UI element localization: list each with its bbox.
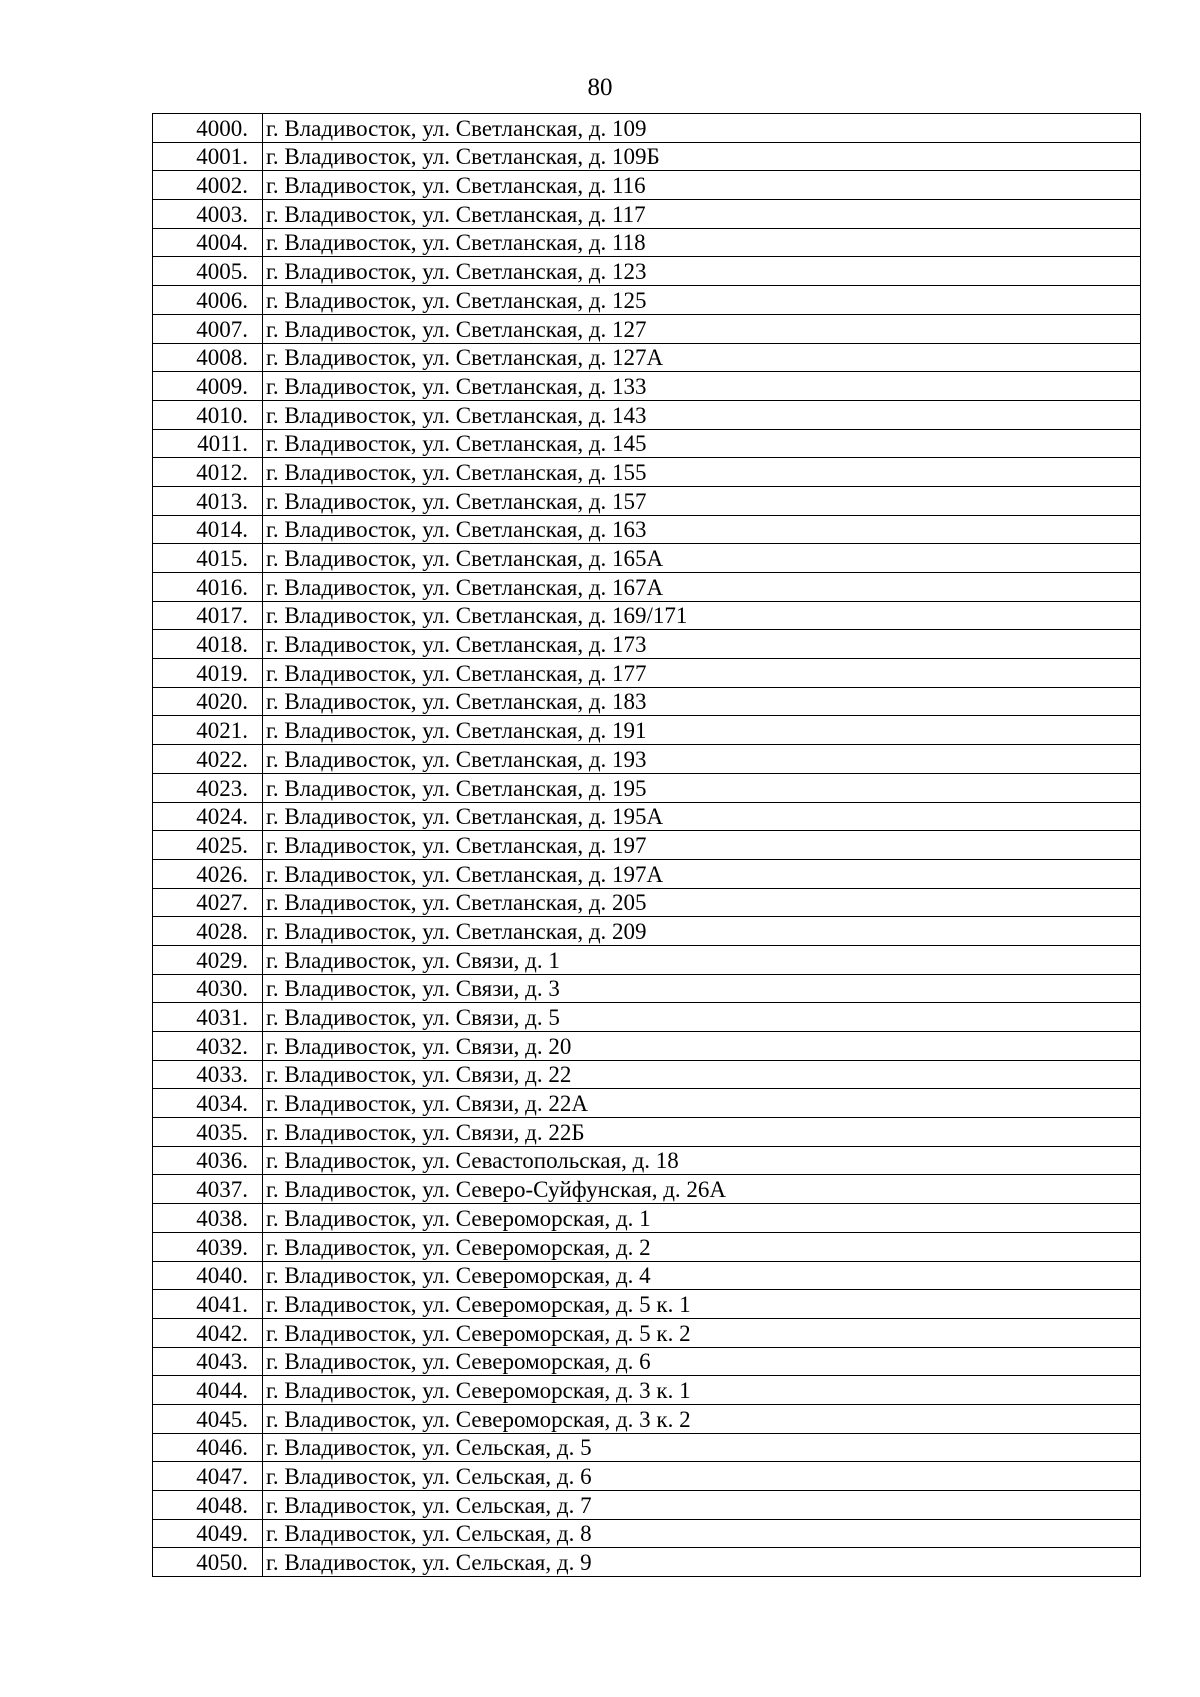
- table-row: [153, 974, 1141, 1003]
- table-row: [153, 1232, 1141, 1261]
- row-number: 4032.: [153, 1032, 263, 1061]
- table-row: [153, 286, 1141, 315]
- address-cell: г. Владивосток, ул. Светланская, д. 177: [263, 659, 1141, 688]
- row-number: 4018.: [153, 630, 263, 659]
- row-number: 4050.: [153, 1548, 263, 1577]
- row-number: 4013.: [153, 486, 263, 515]
- row-number: 4047.: [153, 1462, 263, 1491]
- address-cell: г. Владивосток, ул. Сельская, д. 6: [263, 1462, 1141, 1491]
- address-cell: г. Владивосток, ул. Светланская, д. 209: [263, 917, 1141, 946]
- address-cell: г. Владивосток, ул. Светланская, д. 197А: [263, 859, 1141, 888]
- row-number: 4006.: [153, 286, 263, 315]
- table-row: [153, 400, 1141, 429]
- row-number: 4020.: [153, 687, 263, 716]
- table-row: [153, 1003, 1141, 1032]
- row-number: 4049.: [153, 1519, 263, 1548]
- address-cell: г. Владивосток, ул. Североморская, д. 4: [263, 1261, 1141, 1290]
- address-cell: г. Владивосток, ул. Связи, д. 5: [263, 1003, 1141, 1032]
- address-cell: г. Владивосток, ул. Североморская, д. 5 к. 2: [263, 1318, 1141, 1347]
- row-number: 4021.: [153, 716, 263, 745]
- address-cell: г. Владивосток, ул. Светланская, д. 125: [263, 286, 1141, 315]
- table-row: [153, 515, 1141, 544]
- address-cell: г. Владивосток, ул. Североморская, д. 5 к. 1: [263, 1290, 1141, 1319]
- address-cell: г. Владивосток, ул. Светланская, д. 205: [263, 888, 1141, 917]
- row-number: 4014.: [153, 515, 263, 544]
- table-row: [153, 831, 1141, 860]
- row-number: 4036.: [153, 1146, 263, 1175]
- table-row: [153, 573, 1141, 602]
- row-number: 4034.: [153, 1089, 263, 1118]
- row-number: 4017.: [153, 601, 263, 630]
- table-row: [153, 486, 1141, 515]
- row-number: 4016.: [153, 573, 263, 602]
- address-cell: г. Владивосток, ул. Северо-Суйфунская, д. 26А: [263, 1175, 1141, 1204]
- table-row: [153, 142, 1141, 171]
- table-row: [153, 372, 1141, 401]
- address-cell: г. Владивосток, ул. Севастопольская, д. 18: [263, 1146, 1141, 1175]
- row-number: 4011.: [153, 429, 263, 458]
- address-cell: г. Владивосток, ул. Светланская, д. 109: [263, 114, 1141, 143]
- address-cell: г. Владивосток, ул. Североморская, д. 3 к. 2: [263, 1404, 1141, 1433]
- row-number: 4009.: [153, 372, 263, 401]
- address-cell: г. Владивосток, ул. Светланская, д. 191: [263, 716, 1141, 745]
- address-cell: г. Владивосток, ул. Светланская, д. 123: [263, 257, 1141, 286]
- row-number: 4031.: [153, 1003, 263, 1032]
- table-row: [153, 1089, 1141, 1118]
- row-number: 4015.: [153, 544, 263, 573]
- table-row: [153, 945, 1141, 974]
- row-number: 4007.: [153, 314, 263, 343]
- table-row: [153, 200, 1141, 229]
- address-table: [152, 113, 1141, 1577]
- table-row: [153, 429, 1141, 458]
- table-row: [153, 1175, 1141, 1204]
- table-row: [153, 458, 1141, 487]
- address-cell: г. Владивосток, ул. Сельская, д. 8: [263, 1519, 1141, 1548]
- table-row: [153, 171, 1141, 200]
- row-number: 4027.: [153, 888, 263, 917]
- address-cell: г. Владивосток, ул. Светланская, д. 157: [263, 486, 1141, 515]
- table-row: [153, 114, 1141, 143]
- address-cell: г. Владивосток, ул. Сельская, д. 5: [263, 1433, 1141, 1462]
- table-row: [153, 1491, 1141, 1520]
- row-number: 4030.: [153, 974, 263, 1003]
- address-cell: г. Владивосток, ул. Сельская, д. 7: [263, 1491, 1141, 1520]
- row-number: 4033.: [153, 1060, 263, 1089]
- row-number: 4038.: [153, 1204, 263, 1233]
- address-cell: г. Владивосток, ул. Светланская, д. 133: [263, 372, 1141, 401]
- row-number: 4029.: [153, 945, 263, 974]
- address-cell: г. Владивосток, ул. Светланская, д. 127: [263, 314, 1141, 343]
- address-cell: г. Владивосток, ул. Светланская, д. 197: [263, 831, 1141, 860]
- row-number: 4025.: [153, 831, 263, 860]
- address-cell: г. Владивосток, ул. Светланская, д. 163: [263, 515, 1141, 544]
- row-number: 4039.: [153, 1232, 263, 1261]
- address-cell: г. Владивосток, ул. Связи, д. 20: [263, 1032, 1141, 1061]
- address-cell: г. Владивосток, ул. Сельская, д. 9: [263, 1548, 1141, 1577]
- table-row: [153, 745, 1141, 774]
- row-number: 4037.: [153, 1175, 263, 1204]
- address-cell: г. Владивосток, ул. Светланская, д. 169/171: [263, 601, 1141, 630]
- row-number: 4045.: [153, 1404, 263, 1433]
- row-number: 4003.: [153, 200, 263, 229]
- table-row: [153, 802, 1141, 831]
- page-number: 80: [587, 74, 613, 101]
- row-number: 4024.: [153, 802, 263, 831]
- row-number: 4005.: [153, 257, 263, 286]
- row-number: 4044.: [153, 1376, 263, 1405]
- row-number: 4002.: [153, 171, 263, 200]
- row-number: 4022.: [153, 745, 263, 774]
- table-row: [153, 1462, 1141, 1491]
- row-number: 4000.: [153, 114, 263, 143]
- table-row: [153, 1146, 1141, 1175]
- row-number: 4042.: [153, 1318, 263, 1347]
- table-row: [153, 343, 1141, 372]
- row-number: 4028.: [153, 917, 263, 946]
- table-row: [153, 1118, 1141, 1147]
- address-cell: г. Владивосток, ул. Связи, д. 22А: [263, 1089, 1141, 1118]
- table-row: [153, 888, 1141, 917]
- table-row: [153, 1261, 1141, 1290]
- row-number: 4048.: [153, 1491, 263, 1520]
- address-cell: г. Владивосток, ул. Светланская, д. 109Б: [263, 142, 1141, 171]
- address-cell: г. Владивосток, ул. Связи, д. 22: [263, 1060, 1141, 1089]
- address-cell: г. Владивосток, ул. Светланская, д. 155: [263, 458, 1141, 487]
- table-row: [153, 257, 1141, 286]
- table-row: [153, 1519, 1141, 1548]
- table-row: [153, 773, 1141, 802]
- table-row: [153, 859, 1141, 888]
- table-row: [153, 228, 1141, 257]
- row-number: 4043.: [153, 1347, 263, 1376]
- address-cell: г. Владивосток, ул. Светланская, д. 145: [263, 429, 1141, 458]
- row-number: 4046.: [153, 1433, 263, 1462]
- table-row: [153, 687, 1141, 716]
- row-number: 4010.: [153, 400, 263, 429]
- address-cell: г. Владивосток, ул. Связи, д. 22Б: [263, 1118, 1141, 1147]
- address-cell: г. Владивосток, ул. Североморская, д. 1: [263, 1204, 1141, 1233]
- row-number: 4041.: [153, 1290, 263, 1319]
- address-cell: г. Владивосток, ул. Светланская, д. 127А: [263, 343, 1141, 372]
- table-row: [153, 630, 1141, 659]
- table-row: [153, 1290, 1141, 1319]
- address-cell: г. Владивосток, ул. Североморская, д. 3 к. 1: [263, 1376, 1141, 1405]
- table-row: [153, 314, 1141, 343]
- row-number: 4001.: [153, 142, 263, 171]
- address-cell: г. Владивосток, ул. Светланская, д. 183: [263, 687, 1141, 716]
- address-cell: г. Владивосток, ул. Светланская, д. 117: [263, 200, 1141, 229]
- table-row: [153, 659, 1141, 688]
- row-number: 4026.: [153, 859, 263, 888]
- address-cell: г. Владивосток, ул. Связи, д. 3: [263, 974, 1141, 1003]
- row-number: 4019.: [153, 659, 263, 688]
- row-number: 4008.: [153, 343, 263, 372]
- address-cell: г. Владивосток, ул. Североморская, д. 2: [263, 1232, 1141, 1261]
- table-row: [153, 1433, 1141, 1462]
- address-cell: г. Владивосток, ул. Светланская, д. 193: [263, 745, 1141, 774]
- table-row: [153, 544, 1141, 573]
- address-cell: г. Владивосток, ул. Светланская, д. 195: [263, 773, 1141, 802]
- table-row: [153, 1318, 1141, 1347]
- row-number: 4035.: [153, 1118, 263, 1147]
- address-table-body: [153, 114, 1141, 1577]
- row-number: 4004.: [153, 228, 263, 257]
- address-cell: г. Владивосток, ул. Светланская, д. 167А: [263, 573, 1141, 602]
- table-row: [153, 917, 1141, 946]
- table-row: [153, 601, 1141, 630]
- table-row: [153, 1347, 1141, 1376]
- address-cell: г. Владивосток, ул. Светланская, д. 116: [263, 171, 1141, 200]
- address-cell: г. Владивосток, ул. Североморская, д. 6: [263, 1347, 1141, 1376]
- row-number: 4012.: [153, 458, 263, 487]
- address-cell: г. Владивосток, ул. Связи, д. 1: [263, 945, 1141, 974]
- address-cell: г. Владивосток, ул. Светланская, д. 143: [263, 400, 1141, 429]
- address-cell: г. Владивосток, ул. Светланская, д. 173: [263, 630, 1141, 659]
- address-cell: г. Владивосток, ул. Светланская, д. 195А: [263, 802, 1141, 831]
- row-number: 4040.: [153, 1261, 263, 1290]
- table-row: [153, 1060, 1141, 1089]
- table-row: [153, 1032, 1141, 1061]
- address-cell: г. Владивосток, ул. Светланская, д. 165А: [263, 544, 1141, 573]
- address-cell: г. Владивосток, ул. Светланская, д. 118: [263, 228, 1141, 257]
- table-row: [153, 1204, 1141, 1233]
- table-row: [153, 1404, 1141, 1433]
- row-number: 4023.: [153, 773, 263, 802]
- table-row: [153, 716, 1141, 745]
- table-row: [153, 1548, 1141, 1577]
- table-row: [153, 1376, 1141, 1405]
